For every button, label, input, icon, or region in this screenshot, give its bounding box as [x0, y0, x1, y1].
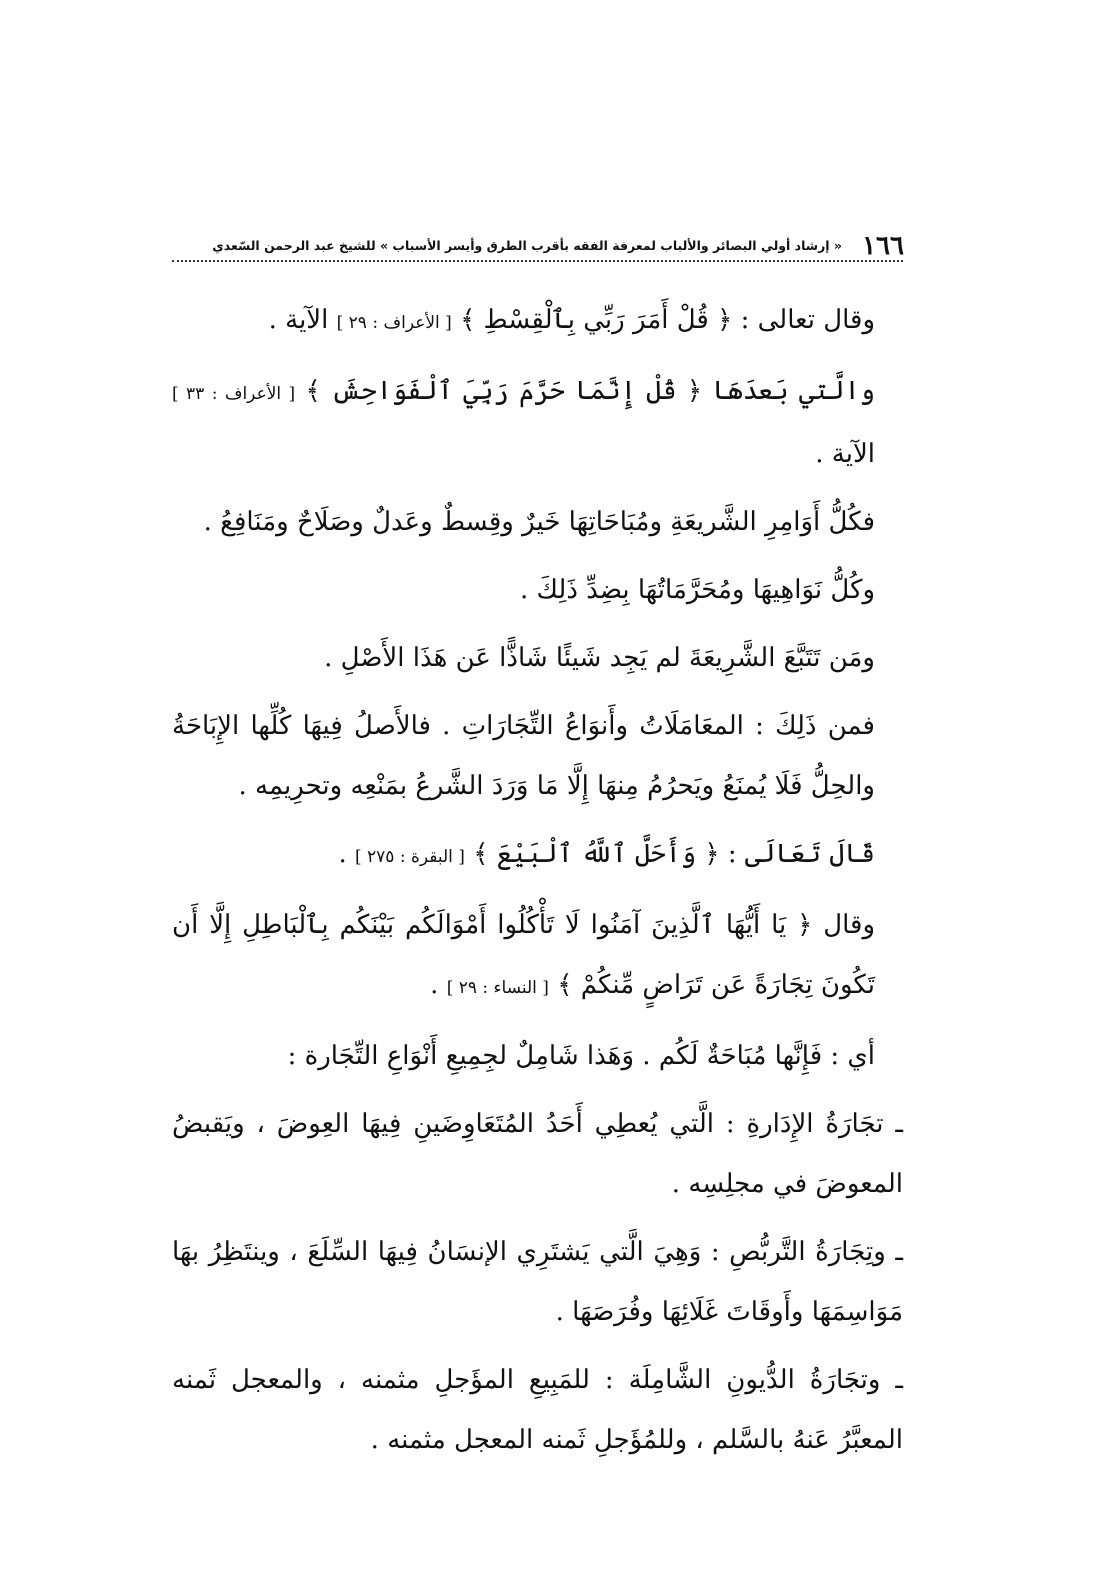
paragraph — [172, 824, 903, 887]
paragraph-text: وقال تعالى : ﴿ قُلْ أَمَرَ رَبِّي بِٱلْقِسْطِ ﴾ — [460, 305, 875, 335]
paragraph-text: قَالَ تَعَالَى : ﴿ وَأَحَلَّ ٱللَّهُ ٱلْبَيْعَ ﴾ — [473, 839, 875, 869]
running-head: « إرشاد أولي البصائر والألباب لمعرفة الفقه بأقرب الطرق وأيسر الأسباب » للشيخ عبد الرحمن السّعدي — [212, 238, 842, 253]
paragraph-tail: الآية . — [815, 439, 875, 469]
header-divider — [172, 260, 903, 262]
paragraph: ـ وتِجَارَةُ التَّربُّصِ : وَهِيَ الَّتي يَشتَرِي الإنسَانُ فِيهَا السِّلَعَ ، وينتَظِرُ بهَا مَوَاسِمَهَا وأَوقَاتَ غَلَائِهَا وفُرَصَهَا . — [172, 1237, 903, 1327]
paragraph: ـ وتجَارَةُ الدُّيونِ الشَّامِلَة : للمَبِيعِ المؤَجلِ مثمنه ، والمعجل ثَمنه المعبَّرُ عَنهُ بالسَّلم ، وللمُؤَجلِ ثَمنه المعجل مثمنه . — [172, 1365, 903, 1455]
verse-citation: [ الأعراف : ٢٩ ] — [336, 313, 452, 333]
paragraph: أي : فَإِنَّها مُبَاحَةٌ لَكُم . وَهَذا شَامِلٌ لجِمِيعِ أَنْوَاعِ التِّجَارة : — [287, 1041, 875, 1071]
paragraph: فكُلُّ أَوَامِرِ الشَّريعَةِ ومُبَاحَاتِهَا خَيرٌ وقِسطٌ وعَدلٌ وصَلَاحٌ ومَنَافِعُ . — [203, 507, 875, 537]
page-header — [212, 231, 904, 261]
verse-citation: [ النساء : ٢٩ ] — [446, 978, 549, 998]
paragraph — [172, 290, 903, 353]
verse-citation: [ البقرة : ٢٧٥ ] — [355, 847, 465, 867]
paragraph — [172, 361, 903, 484]
verse-citation: [ الأعراف : ٣٣ ] — [172, 384, 296, 404]
paragraph: ومَن تَتَبَّعَ الشَّرِيعَةَ لم يَجِد شَيئًا شَاذًّا عَن هَذَا الأَصْلِ . — [324, 643, 875, 673]
paragraph-text: وقال ﴿ يَا أَيُّهَا ٱلَّذِينَ آمَنُوا لَا تَأْكُلُوا أَمْوَالَكُم بَيْنَكُم بِٱلْبَاطِلِ إِلَّا أَن تَكُونَ تِجَارَةً عَن تَرَاضٍ مِّنكُمْ ﴾ — [172, 910, 875, 1000]
paragraph: ـ تجَارَةُ الإِدَارةِ : الَّتي يُعطِي أَحَدُ المُتَعَاوِضَينِ فِيهَا العِوضَ ، ويَقبضُ المعوضَ في مجلِسِه . — [172, 1109, 903, 1199]
paragraph-tail: الآية . — [268, 305, 329, 335]
page-body — [172, 290, 903, 1478]
paragraph-tail: . — [430, 970, 439, 1000]
paragraph: فمن ذَلِكَ : المعَامَلَاتُ وأَنوَاعُ التِّجَارَاتِ . فالأَصلُ فِيهَا كُلِّها الإِبَاحَةُ والحِلُّ فَلَا يُمنَعُ ويَحرُمُ مِنهَا إِلَّا مَا وَرَدَ الشَّرعُ بمَنْعِه وتحرِيمِه . — [172, 711, 875, 801]
paragraph-text: والَّتي بَعدَهَا ﴿ قُلْ إِنَّمَا حَرَّمَ رَبِّيَ ٱلْفَوَاحِشَ ﴾ — [305, 376, 876, 406]
paragraph — [172, 895, 903, 1018]
paragraph: وكُلُّ نَوَاهِيهَا ومُحَرَّمَاتُهَا بِضِدِّ ذَلِكَ . — [519, 575, 875, 605]
paragraph-tail: . — [338, 839, 347, 869]
page-number: ١٦٦ — [862, 231, 904, 261]
